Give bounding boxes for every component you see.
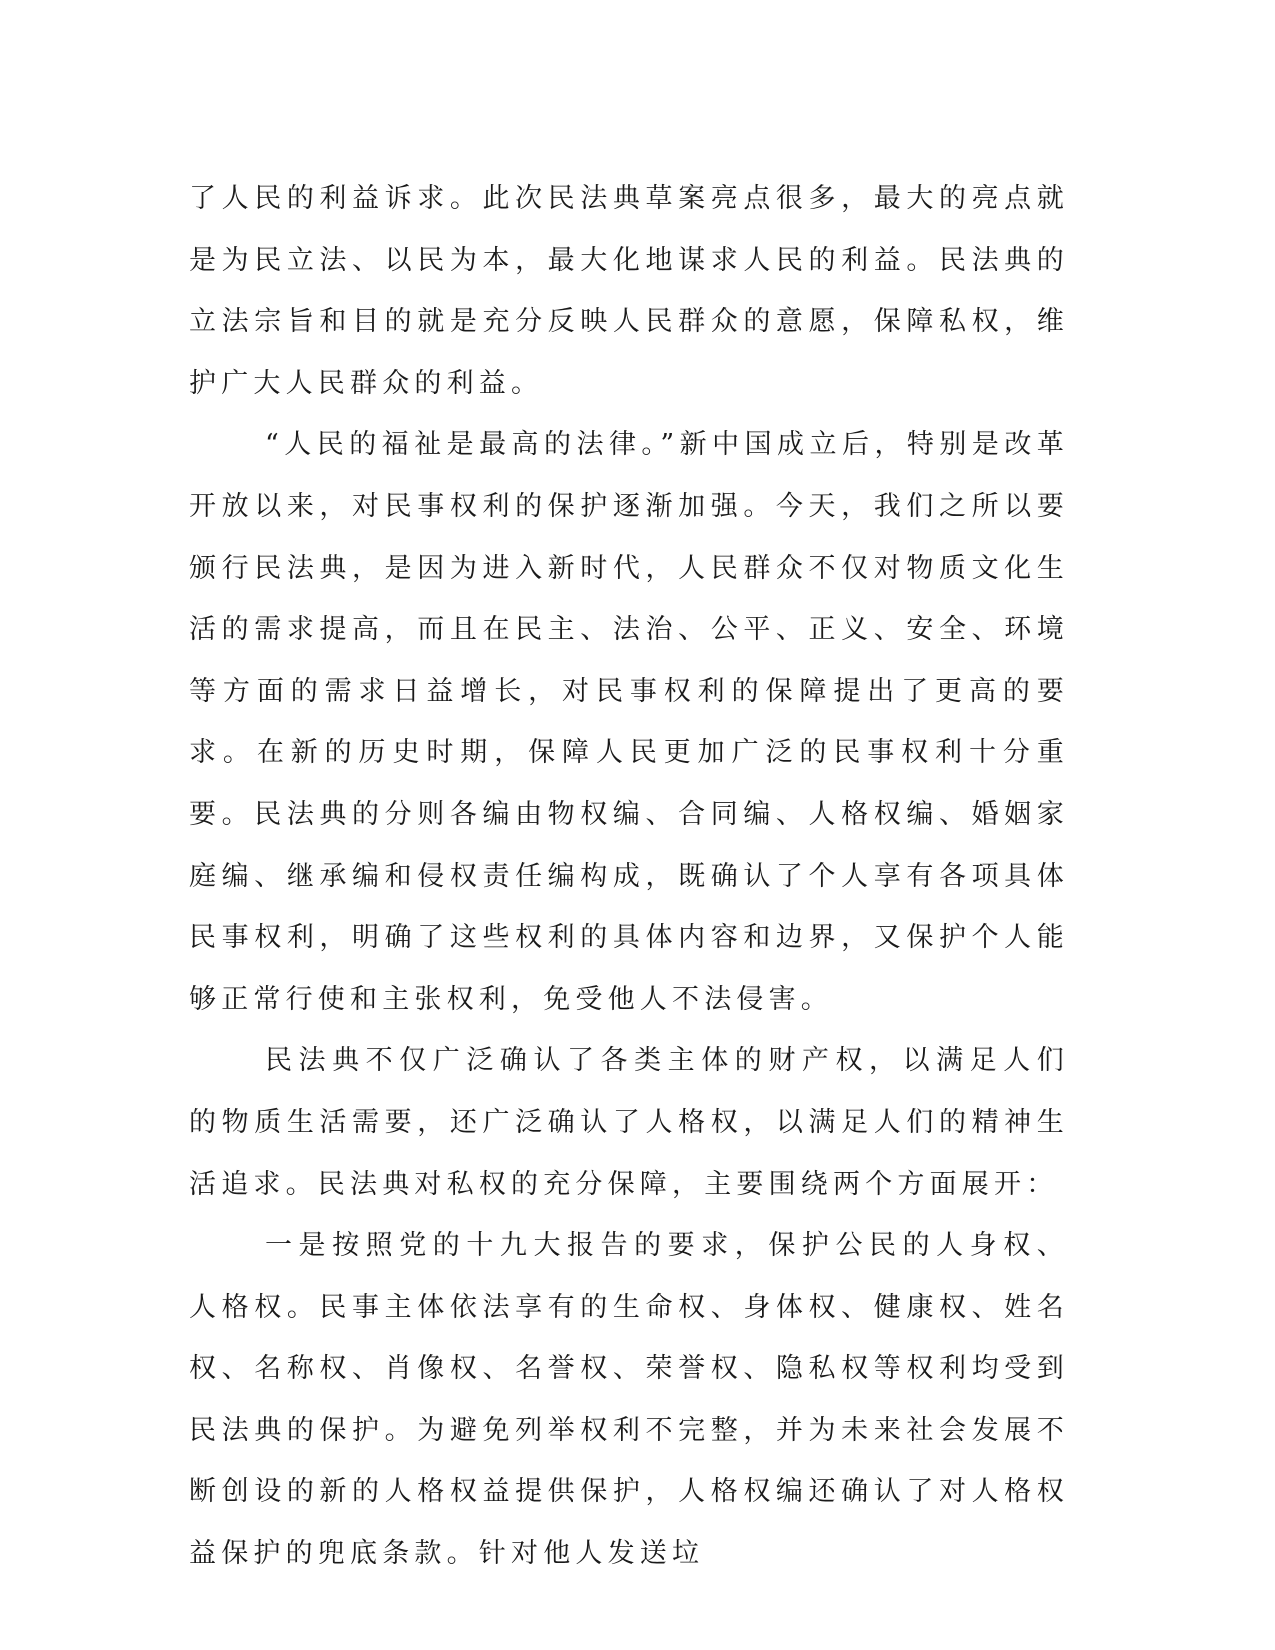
paragraph-4: 一是按照党的十九大报告的要求，保护公民的人身权、人格权。民事主体依法享有的生命权、身体权、健康权、姓名权、名称权、肖像权、名誉权、荣誉权、隐私权等权利均受到民法典的保护。为避免列举权利不完整，并为未来社会发展不断创设的新的人格权益提供保护，人格权编还确认了对人格权益保护的兜底条款。针对他人发送垃 — [189, 1230, 1069, 1570]
body-text — [189, 168, 1069, 1585]
paragraph-3: 民法典不仅广泛确认了各类主体的财产权，以满足人们的物质生活需要，还广泛确认了人格权，以满足人们的精神生活追求。民法典对私权的充分保障，主要围绕两个方面展开： — [189, 1045, 1069, 1200]
paragraph-2: “人民的福祉是最高的法律。”新中国成立后，特别是改革开放以来，对民事权利的保护逐渐加强。今天，我们之所以要颁行民法典，是因为进入新时代，人民群众不仅对物质文化生活的需求提高，而且在民主、法治、公平、正义、安全、环境等方面的需求日益增长，对民事权利的保障提出了更高的要求。在新的历史时期，保障人民更加广泛的民事权利十分重要。民法典的分则各编由物权编、合同编、人格权编、婚姻家庭编、继承编和侵权责任编构成，既确认了个人享有各项具体民事权利，明确了这些权利的具体内容和边界，又保护个人能够正常行使和主张权利，免受他人不法侵害。 — [189, 429, 1069, 1015]
paragraph-1: 了人民的利益诉求。此次民法典草案亮点很多，最大的亮点就是为民立法、以民为本，最大化地谋求人民的利益。民法典的立法宗旨和目的就是充分反映人民群众的意愿，保障私权，维护广大人民群众的利益。 — [189, 183, 1069, 399]
